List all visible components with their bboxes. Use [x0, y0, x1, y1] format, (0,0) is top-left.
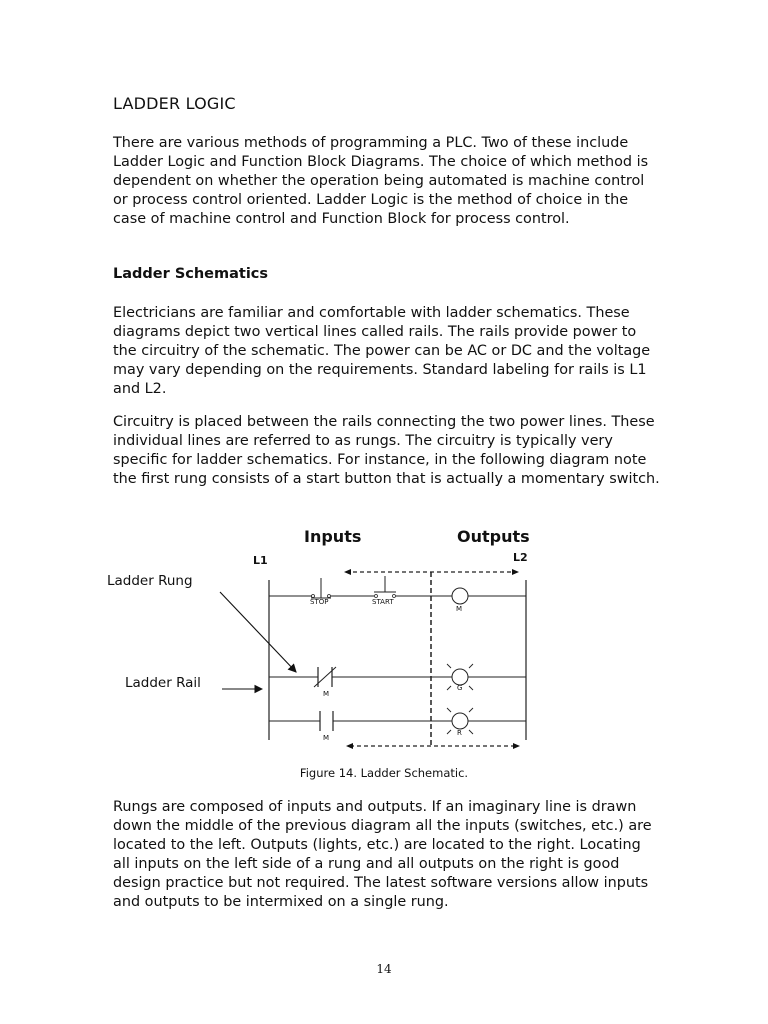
green-light-label: G [457, 684, 463, 692]
section-heading: Ladder Schematics [113, 266, 269, 282]
rail-l2-label: L2 [513, 551, 528, 564]
stop-button-icon [311, 578, 331, 598]
rung-1 [269, 576, 526, 613]
top-arrow-left-icon [344, 569, 351, 575]
page-number: 14 [376, 962, 392, 976]
contact-nc-label: M [323, 690, 330, 698]
start-label: START [372, 598, 394, 606]
bottom-arrow-right-icon [513, 743, 520, 749]
rung-2 [269, 664, 526, 698]
start-button-icon [374, 576, 396, 598]
bottom-arrow-left-icon [346, 743, 353, 749]
rung-3 [269, 708, 526, 742]
rung-callout-arrow-icon [220, 592, 296, 672]
rail-l1-label: L1 [253, 554, 268, 567]
page-heading: LADDER LOGIC [113, 94, 236, 113]
normally-open-contact-icon [320, 711, 333, 731]
callout-ladder-rail: Ladder Rail [125, 675, 201, 691]
red-light-label: R [457, 729, 462, 737]
stop-label: STOP [310, 598, 329, 606]
io-paragraph: Rungs are composed of inputs and outputs. If an imaginary line is drawn down the middle of the previous diagram all the inputs (switches, etc.) are located to the left. Outputs (lights, etc.) are located to the right. Locating all inputs on the left side of a rung and all outputs on the right is good design practice but not required. The latest software versions allow inputs and outputs to be intermixed on a single rung. [113, 799, 652, 910]
callout-ladder-rung: Ladder Rung [107, 573, 193, 589]
coil-m-label: M [456, 605, 463, 613]
rails-paragraph: Electricians are familiar and comfortable with ladder schematics. These diagrams depict two vertical lines called rails. The rails provide power to the circuitry of the schematic. The power can be AC or DC and the voltage may vary depending on the requirements. Standard labeling for rails is L1 and L2. [113, 305, 651, 397]
top-arrow-right-icon [512, 569, 519, 575]
inputs-label: Inputs [304, 527, 362, 546]
intro-paragraph: There are various methods of programming a PLC. Two of these include Ladder Logic and Function Block Diagrams. The choice of which method is dependent on whether the operation being automated is machine control or process control oriented. Ladder Logic is the method of choice in the case of machine control and Function Block for process control. [113, 135, 649, 227]
figure-caption: Figure 14. Ladder Schematic. [299, 766, 469, 780]
contact-no-label: M [323, 734, 330, 742]
rungs-paragraph: Circuitry is placed between the rails connecting the two power lines. These individual lines are referred to as rungs. The circuitry is typically very specific for ladder schematics. For instance, in the following diagram note the first rung consists of a start button that is actually a momentary switch. [113, 414, 660, 487]
outputs-label: Outputs [457, 527, 530, 546]
coil-m-icon [452, 588, 468, 604]
